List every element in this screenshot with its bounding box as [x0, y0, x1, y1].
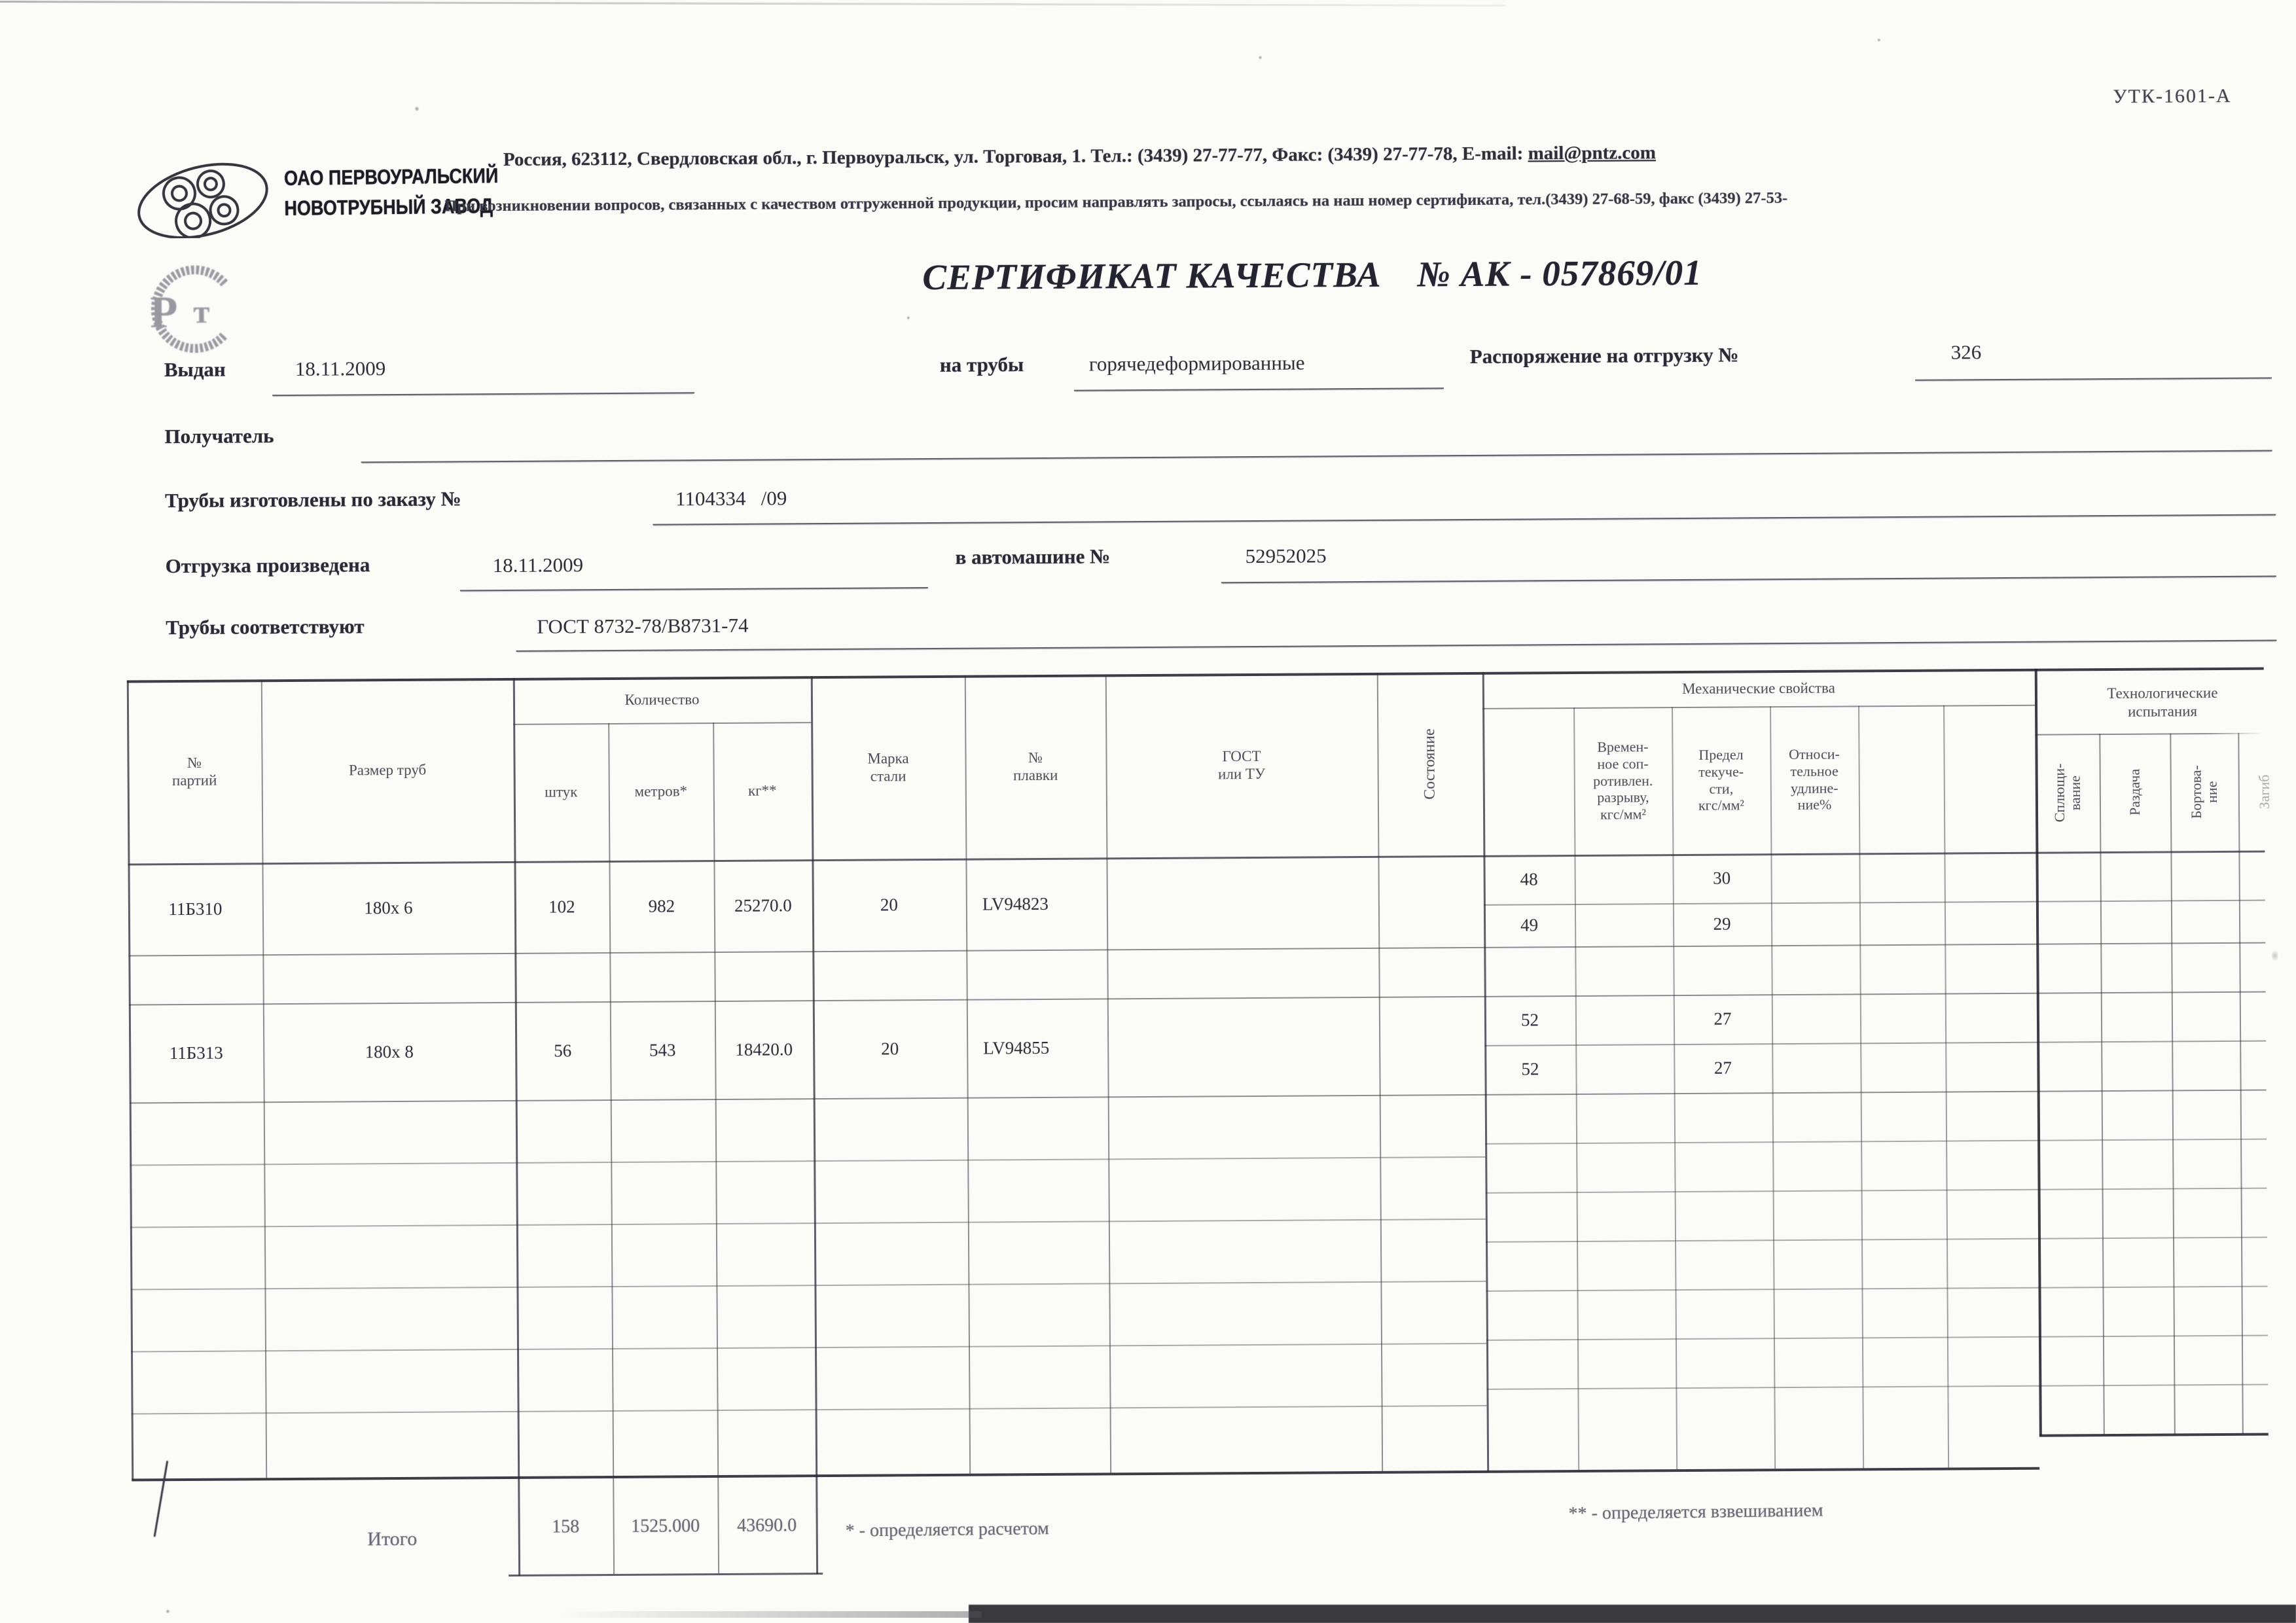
row2-meters: 543 — [649, 1039, 676, 1060]
col-header-state — [1377, 672, 1484, 856]
totals-pcs: 158 — [552, 1516, 580, 1537]
row1-meters: 982 — [648, 895, 675, 916]
col-header-mech-group: Механические свойства — [1681, 679, 1835, 697]
col-header-qty-m: метров* — [634, 783, 688, 800]
tech-flattening-text: Сплющи- вание — [2051, 763, 2084, 823]
company-address-line2: При возникновении вопросов, связанных с качеством отгруженной продукции, просим направлять запросы, ссылаясь на наш номер сертификата, тел.(3439) 27-68-59, факс (3439) 27-53- — [444, 189, 1788, 215]
field-issued-label: Выдан — [164, 357, 226, 382]
field-conform-label: Трубы соответствуют — [166, 615, 365, 639]
field-issued-value: 18.11.2009 — [295, 357, 386, 380]
footnote-weigh: ** - определяется взвешиванием — [1568, 1500, 1823, 1524]
field-shipping-order-value: 326 — [1950, 340, 1982, 364]
row1-party: 11Б310 — [168, 899, 223, 919]
col-header-gost: ГОСТ или ТУ — [1217, 747, 1266, 783]
field-made-by-order-line — [653, 476, 2276, 525]
field-made-by-order-label: Трубы изготовлены по заказу № — [164, 487, 461, 512]
field-made-by-order-value: 1104334 /09 — [675, 486, 787, 510]
col-header-tech-group: Технологические испытания — [2107, 685, 2218, 720]
field-receiver-label: Получатель — [164, 424, 274, 448]
field-truck-label: в автомашине № — [955, 544, 1111, 569]
svg-text:Р: Р — [150, 287, 178, 337]
mech-r4-tensile: 52 — [1521, 1059, 1539, 1079]
scan-speck — [1259, 55, 1262, 60]
col-header-party: № партий — [171, 754, 217, 789]
field-pipes-label: на трубы — [939, 353, 1024, 376]
handwritten-tick — [154, 1461, 169, 1537]
tech-bend-text: Загиб — [2255, 774, 2272, 810]
totals-kg: 43690.0 — [737, 1514, 797, 1536]
field-shipping-order-label: Распоряжение на отгрузку № — [1469, 343, 1739, 368]
col-header-mech-elong: Относи- тельное удлине- ние% — [1789, 745, 1840, 813]
totals-label: Итого — [367, 1527, 418, 1550]
col-header-mech-yield: Предел текуче- сти, кгс/мм² — [1698, 746, 1745, 814]
scan-speck — [414, 106, 419, 112]
mech-r2-tensile: 49 — [1520, 915, 1539, 935]
certificate-number: № АК - 057869/01 — [1417, 252, 1702, 294]
col-header-tech-bend — [2238, 732, 2291, 850]
address-text: Россия, 623112, Свердловская обл., г. Первоуральск, ул. Торговая, 1. Тел.: (3439) 27-77-77, Факс: (3439) 27-77-78, E-mail: — [503, 143, 1528, 170]
svg-text:т: т — [193, 294, 210, 331]
company-address-line1 — [503, 138, 2284, 171]
mech-r1-tensile: 48 — [1520, 869, 1538, 889]
pipes-logo-icon — [130, 159, 281, 238]
col-header-mech-tensile: Времен- ное соп- ротивлен. разрыву, кгс/мм² — [1593, 738, 1653, 823]
row1-kg: 25270.0 — [734, 895, 792, 916]
field-receiver-line — [361, 412, 2272, 463]
company-name-line1: ОАО ПЕРВОУРАЛЬСКИЙ — [283, 164, 499, 190]
totals-meters: 1525.000 — [631, 1515, 700, 1537]
row1-steel: 20 — [880, 894, 898, 915]
mech-r1-elong: 30 — [1713, 868, 1731, 888]
row1-size: 180х 6 — [364, 897, 413, 918]
row2-pcs: 56 — [554, 1040, 572, 1061]
col-header-tech-flattening — [2035, 734, 2100, 852]
scan-edge-bottom-fade — [556, 1611, 982, 1618]
rst-stamp — [142, 255, 241, 361]
row2-kg: 18420.0 — [735, 1039, 793, 1060]
tech-flanging-text: Бортова- ние — [2187, 765, 2220, 819]
row1-heat: LV94823 — [982, 893, 1049, 914]
rst-mark-icon — [142, 255, 241, 361]
field-pipes-value: горячедеформированные — [1088, 351, 1305, 376]
field-truck-line — [1221, 536, 2276, 583]
row2-heat: LV94855 — [983, 1037, 1050, 1058]
mech-r4-elong: 27 — [1713, 1058, 1732, 1078]
col-header-heat: № плавки — [1013, 749, 1058, 784]
field-shipped-value: 18.11.2009 — [492, 553, 584, 577]
col-header-size: Размер труб — [348, 762, 427, 779]
col-header-tech-flanging — [2170, 733, 2238, 851]
col-header-qty-pcs: штук — [545, 783, 578, 801]
row2-steel: 20 — [881, 1038, 899, 1058]
row2-size: 180х 8 — [365, 1041, 414, 1061]
col-header-qty-kg: кг** — [747, 782, 777, 800]
tech-expansion-text: Раздача — [2126, 769, 2143, 816]
col-header-qty-group: Количество — [624, 691, 700, 709]
row2-party: 11Б313 — [169, 1043, 223, 1063]
company-logo — [130, 159, 281, 238]
form-code: УТК-1601-А — [2113, 84, 2232, 107]
state-header-text: Состояние — [1421, 728, 1439, 800]
certificate-title — [802, 251, 1823, 299]
certificate-title-text: СЕРТИФИКАТ КАЧЕСТВА — [922, 254, 1382, 298]
col-header-tech-expansion — [2099, 733, 2170, 851]
col-header-steel: Марка стали — [867, 750, 909, 785]
footnote-calc: * - определяется расчетом — [845, 1518, 1049, 1541]
scan-speck — [1877, 38, 1881, 42]
scan-speck — [2272, 948, 2278, 963]
mech-r3-elong: 27 — [1713, 1008, 1732, 1029]
field-conform-value: ГОСТ 8732-78/В8731-74 — [537, 613, 749, 638]
scan-speck — [906, 315, 910, 320]
row1-pcs: 102 — [548, 896, 575, 917]
field-shipped-label: Отгрузка произведена — [165, 553, 370, 578]
field-truck-value: 52952025 — [1245, 544, 1327, 568]
mech-r2-elong: 29 — [1713, 914, 1731, 934]
field-conform-line — [516, 601, 2276, 651]
scan-edge-bottom-bar — [969, 1605, 2296, 1623]
company-email: mail@pntz.com — [1528, 142, 1656, 164]
mech-r3-tensile: 52 — [1520, 1010, 1539, 1030]
scan-speck — [165, 1609, 170, 1613]
company-name-line2: НОВОТРУБНЫЙ ЗАВОД — [284, 194, 493, 221]
